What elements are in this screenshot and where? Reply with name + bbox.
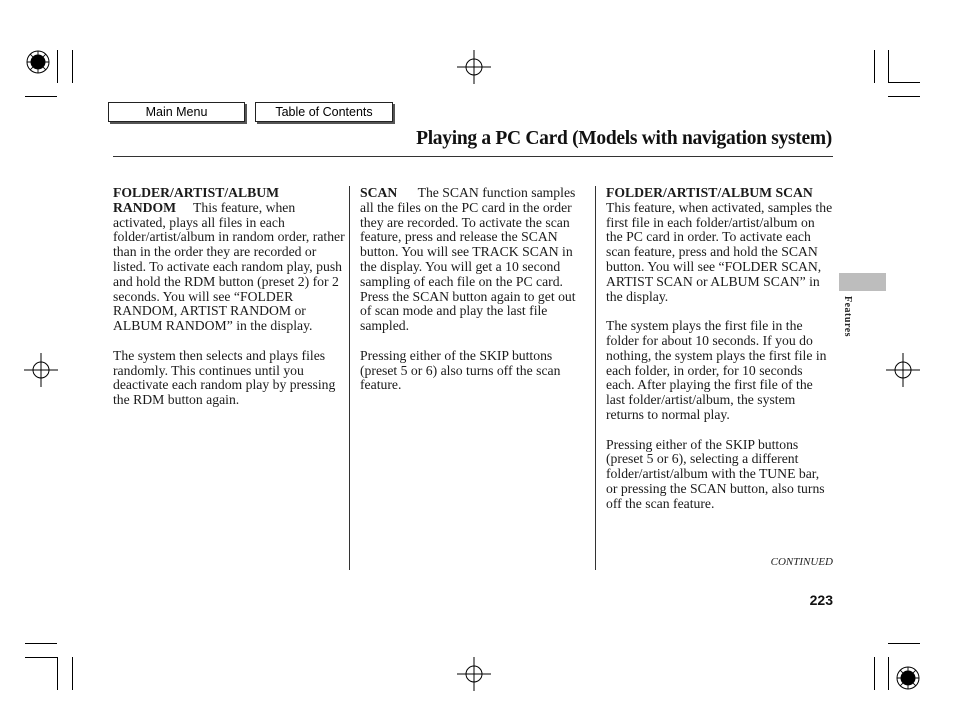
paragraph-text: This feature, when activated, samples the first file in each folder/artist/album on the PC card in order. To activate each scan feature, press and hold the SCAN button. You will see “FOLDER SCAN, ARTIST SCAN or ALBUM SCAN” in the display.	[606, 199, 833, 304]
paragraph	[360, 186, 588, 334]
section-tab-marker	[839, 273, 886, 291]
section-tab-label: Features	[842, 296, 853, 338]
column-divider	[349, 186, 350, 570]
registration-sunburst-icon	[896, 666, 920, 690]
paragraph-text: Pressing either of the SKIP buttons (preset 5 or 6), selecting a different folder/artist/album with the TUNE bar, or pressing the SCAN button, also turns off the scan feature.	[606, 436, 825, 511]
paragraph	[360, 349, 588, 393]
title-divider	[113, 156, 833, 157]
page-title: Playing a PC Card (Models with navigation system)	[416, 128, 832, 149]
text-column-1	[113, 186, 345, 423]
text-column-3	[606, 186, 834, 526]
paragraph	[113, 186, 345, 334]
crosshair-icon	[457, 657, 491, 691]
crosshair-icon	[24, 353, 58, 387]
page-number: 223	[809, 592, 833, 608]
paragraph-text: The system plays the first file in the folder for about 10 seconds. If you do nothing, the system plays the first file in each folder, in order, for 10 seconds each. After playing the first file of the last folder/artist/album, the system returns to normal play.	[606, 318, 827, 422]
paragraph-text: The SCAN function samples all the files on the PC card in the order they are recorded. To activate the scan feature, press and release the SCAN button. You will see TRACK SCAN in the display. You will get a 10 second sampling of each file on the PC card. Press the SCAN button again to get out of scan mode and play the last file sampled.	[360, 185, 576, 334]
column-divider	[595, 186, 596, 570]
paragraph-text: Pressing either of the SKIP buttons (preset 5 or 6) also turns off the scan feature.	[360, 347, 561, 393]
crosshair-icon	[457, 50, 491, 84]
paragraph-text: The system then selects and plays files randomly. This continues until you deactivate each random play by pressing the RDM button again.	[113, 347, 336, 408]
continued-label: CONTINUED	[770, 556, 833, 568]
paragraph	[606, 186, 834, 304]
paragraph-heading: SCAN	[360, 185, 398, 200]
registration-sunburst-icon	[26, 50, 50, 74]
paragraph	[113, 349, 345, 408]
paragraph	[606, 438, 834, 512]
main-menu-button[interactable]: Main Menu	[108, 102, 245, 122]
table-of-contents-button[interactable]: Table of Contents	[255, 102, 393, 122]
paragraph-heading: FOLDER/ARTIST/ALBUM RANDOM	[113, 185, 280, 215]
paragraph-heading: FOLDER/ARTIST/ALBUM SCAN	[606, 185, 813, 200]
paragraph-text: This feature, when activated, plays all files in each folder/artist/album in random order, rather than in the order they are recorded or listed. To activate each random play, push and hold the RDM button (preset 2) for 2 seconds. You will see “FOLDER RANDOM, ARTIST RANDOM or ALBUM RANDOM” in the display.	[113, 199, 345, 334]
text-column-2	[360, 186, 588, 408]
crosshair-icon	[886, 353, 920, 387]
paragraph	[606, 319, 834, 423]
